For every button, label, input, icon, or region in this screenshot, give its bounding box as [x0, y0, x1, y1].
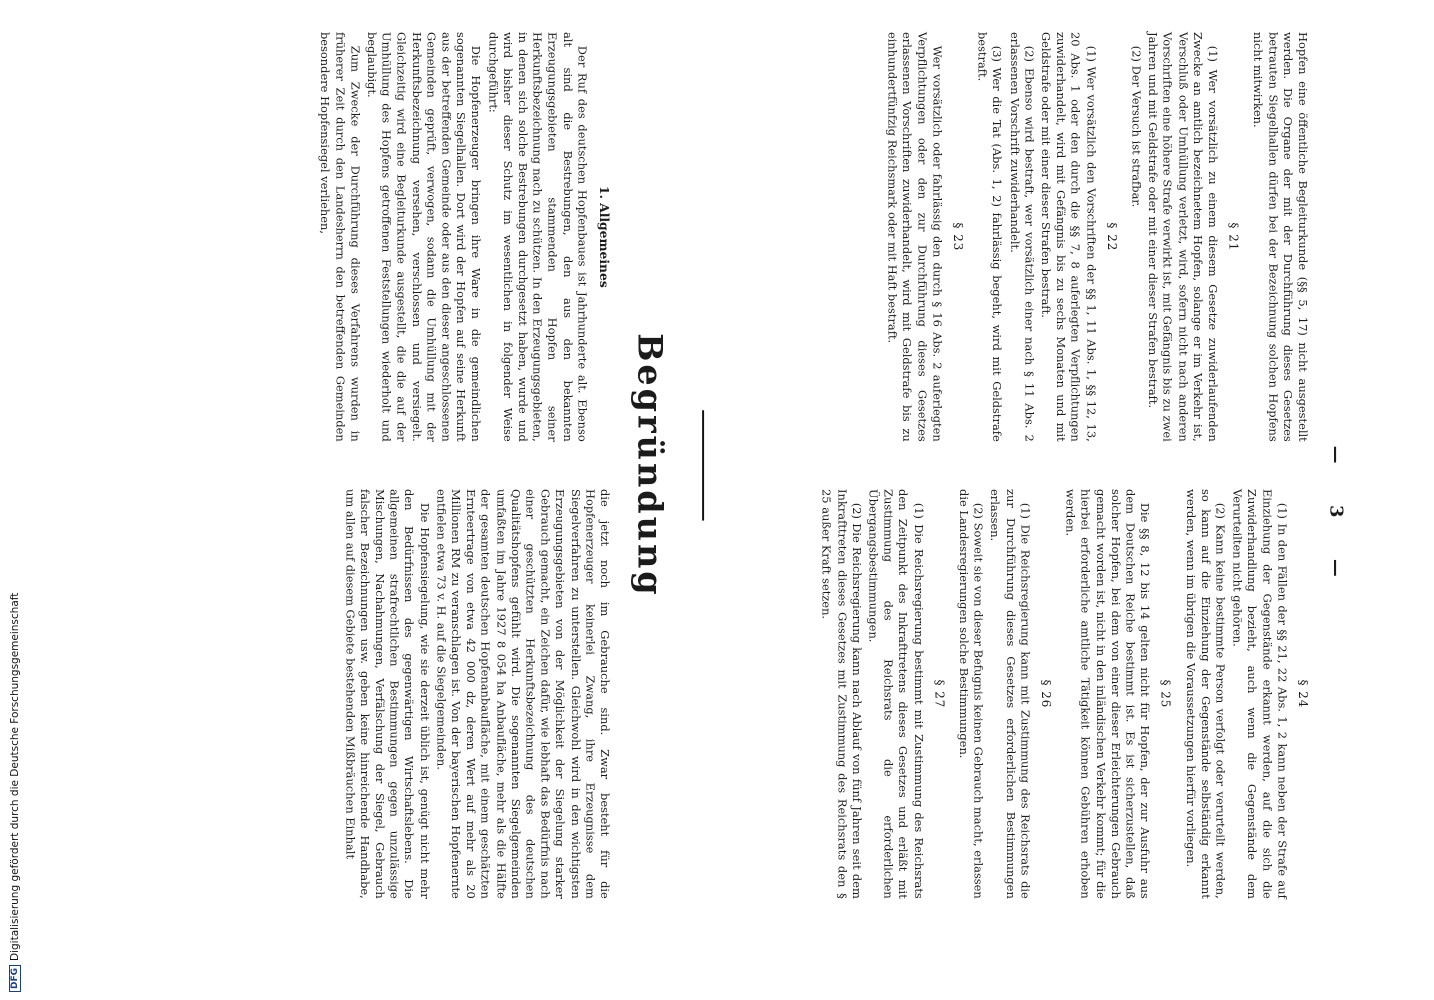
section-27-para-1: (1) Die Reichsregierung bestimmt mit Zustimmung des Reichsrats den Zeitpunkt des Inkrafttretens dieses Gesetzes und erläßt mit Zustimmung des Reichsrats die erforderlichen Übergangsbestimmungen. [866, 489, 926, 899]
section-27-title: § 27 [932, 679, 946, 709]
credit-text: Digitalisierung gefördert durch die Deutsche Forschungsgemeinschaft [9, 592, 21, 961]
subheading-allgemeines: 1. Allgemeines [597, 185, 612, 288]
digitization-credit [9, 593, 21, 992]
section-26-title: § 26 [1039, 679, 1053, 709]
section-23-title: § 23 [950, 222, 965, 252]
section-26-para-2: (2) Soweit sie von dieser Befugnis keinen Gebrauch macht, erlassen die Landesregierungen solche Bestimmungen. [956, 489, 986, 899]
begruendung-heading: Begründung [629, 333, 669, 598]
column-right-top [817, 489, 1310, 899]
begruendung-para-5: Die Hopfensiegelung, wie sie derzeit üblich ist, genügt nicht mehr den Bedürfnissen des gegenwärtigen Wirtschaftslebens. Die allgemeinen strafrechtlichen Bestimmungen gegen unzulässige Mischungen, Nachahmungen, Verfälschung der Siegel, Gebrauch falscher Bezeichnungen usw. geben keine hinreichende Handhabe, um allen auf diesem Gebiete bestehenden Mißbräuchen Einhalt [342, 489, 432, 899]
divider-line [702, 410, 704, 520]
section-22-para-2: (2) Ebenso wird bestraft, wer vorsätzlich einer nach § 11 Abs. 2 erlassenen Vorschrift zuwiderhandelt. [1007, 32, 1037, 442]
section-27-para-2: (2) Die Reichsregierung kann nach Ablauf von fünf Jahren seit dem Inkrafttreten dieses Gesetzes mit Zustimmung des Reichsrats den § 25 außer Kraft setzen. [820, 489, 864, 899]
page-number: — 3 — [1325, 445, 1346, 595]
column-right-bottom [340, 489, 612, 899]
begruendung-para-2: Die Hopfenerzeuger bringen ihre Ware in die gemeindlichen sogenannten Siegelhallen. Dort wird der Hopfen auf seine Herkunft aus der betreffenden Gemeinde oder aus den dieser angeschlossenen Gemeinden geprüft, verwogen, sodann die Umhüllung mit der Herkunftsbezeichnung versehen, verschlossen und versiegelt. Gleichzeitig wird eine Begleiturkunde ausgestellt, die die auf der Umhüllung des Hopfens getroffenen Feststellungen wiederholt und beglaubigt. [364, 32, 483, 442]
page-header [1316, 32, 1345, 899]
section-22-para-1: (1) Wer vorsätzlich den Vorschriften der §§ 1, 11 Abs. 1, §§ 12, 13, 20 Abs. 1 oder den durch die §§ 7, 8 auferlegten Verpflichtungen zuwiderhandelt, wird mit Gefängnis bis zu sechs Monaten und mit Geldstrafe oder mit einer dieser Strafen bestraft. [1039, 32, 1098, 442]
section-25-para-1: Die §§ 8, 12 bis 14 gelten nicht für Hopfen, der zur Ausfuhr aus dem Deutschen Reiche bestimmt ist. Es ist sicherzustellen, daß solcher Hopfen, bei dem von einer dieser Erleichterungen Gebrauch gemacht worden ist, nicht in den inländischen Verkehr kommt; für die hierbei erforderliche amtliche Tätigkeit können Gebühren erhoben werden. [1063, 489, 1153, 899]
page-margin [0, 0, 21, 1000]
section-21-para-2: (2) Der Versuch ist strafbar. [1129, 45, 1144, 208]
scanned-page [22, 32, 1345, 899]
section-25-title: § 25 [1159, 679, 1173, 709]
section-21-para-1: (1) Wer vorsätzlich zu einem diesem Gesetze zuwiderlaufenden Zwecke an amtlich bezeichnetem Hopfen, solange er im Verkehr ist, Verschluß oder Umhüllung verletzt, wird, sofern nicht nach anderen Vorschriften eine höhere Strafe verwirkt ist, mit Gefängnis bis zu zwei Jahren und mit Geldstrafe oder mit einer dieser Strafen bestraft. [1146, 32, 1220, 442]
begruendung-para-3: Zum Zwecke der Durchführung dieses Verfahrens wurden in früherer Zeit durch den Landesherrn den betreffenden Gemeinden besondere Hopfensiegel verliehen, [318, 32, 362, 442]
column-left-bottom [315, 32, 612, 442]
column-left-top [882, 32, 1309, 442]
section-23-para-1: Wer vorsätzlich oder fahrlässig den durch § 16 Abs. 2 auferlegten Verpflichtungen oder den zur Durchführung dieses Gesetzes erlassenen Vorschriften zuwiderhandelt, wird mit Geldstrafe bis zu einhundertfünfzig Reichsmark oder mit Haft bestraft. [885, 32, 944, 442]
section-24-para-1: (1) In den Fällen der §§ 21, 22 Abs. 1, 2 kann neben der Strafe auf Einziehung der Gegenstände erkannt werden, auf die sich die Zuwiderhandlung bezieht, auch wenn die Gegenstände dem Verurteilten nicht gehören. [1230, 489, 1289, 899]
dfg-logo: DFG [9, 965, 21, 992]
begruendung-para-1: Der Ruf des deutschen Hopfenbaues ist Jahrhunderte alt. Ebenso alt sind die Bestrebungen, den aus den bekannten Erzeugungsgebieten stammenden Hopfen seiner Herkunftsbezeichnung nach zu schützen. In den Erzeugungsgebieten, in denen sich solche Bestrebungen durchgesetzt haben, wurde und wird bisher dieser Schutz im wesentlichen in folgender Weise durchgeführt: [486, 32, 590, 442]
begruendung-para-4: die jetzt noch im Gebrauche sind. Zwar besteht für die Hopfenerzeuger keinerlei Zwang, ihre Erzeugnisse dem Siegelverfahren zu unterstellen. Gleichwohl wird in den wichtigsten Erzeugungsgebieten von der Möglichkeit der Siegelung starker Gebrauch gemacht, ein Zeichen dafür, wie lebhaft das Bedürfnis nach einer geschützten Herkunftsbezeichnung des deutschen Qualitätshopfens gefühlt wird. Die sogenannten Siegelgemeinden umfaßten im Jahre 1927 8 054 ha Anbaufläche, mehr als die Hälfte der gesamten deutschen Hopfenanbaufläche, mit einem geschätzten Ernteertrage von etwa 42 000 dz, deren Wert auf mehr als 20 Millionen RM zu veranschlagen ist. Von der bayerischen Hopfenernte entfielen etwa 73 v. H. auf die Siegelgemeinden. [434, 489, 612, 899]
section-26-para-1: (1) Die Reichsregierung kann mit Zustimmung des Reichsrats die zur Durchführung dieses Gesetzes erforderlichen Bestimmungen erlassen. [988, 489, 1033, 899]
section-21-title: § 21 [1226, 222, 1241, 252]
section-22-title: § 22 [1104, 222, 1119, 252]
section-24-para-2: (2) Kann keine bestimmte Person verfolgt oder verurteilt werden, so kann auf die Einziehung der Gegenstände selbständig erkannt werden, wenn im übrigen die Voraussetzungen hierfür vorliegen. [1183, 489, 1228, 899]
section-20-end: Hopfen eine öffentliche Begleiturkunde (§§ 5, 17) nicht ausgestellt werden. Die Organe der mit der Durchführung dieses Gesetzes betrauten Siegelhallen dürfen bei der Bezeichnung solchen Hopfens nicht mitwirken. [1251, 32, 1310, 442]
section-24-title: § 24 [1296, 679, 1310, 709]
section-22-para-3: (3) Wer die Tat (Abs. 1, 2) fahrlässig begeht, wird mit Geldstrafe bestraft. [975, 32, 1005, 442]
